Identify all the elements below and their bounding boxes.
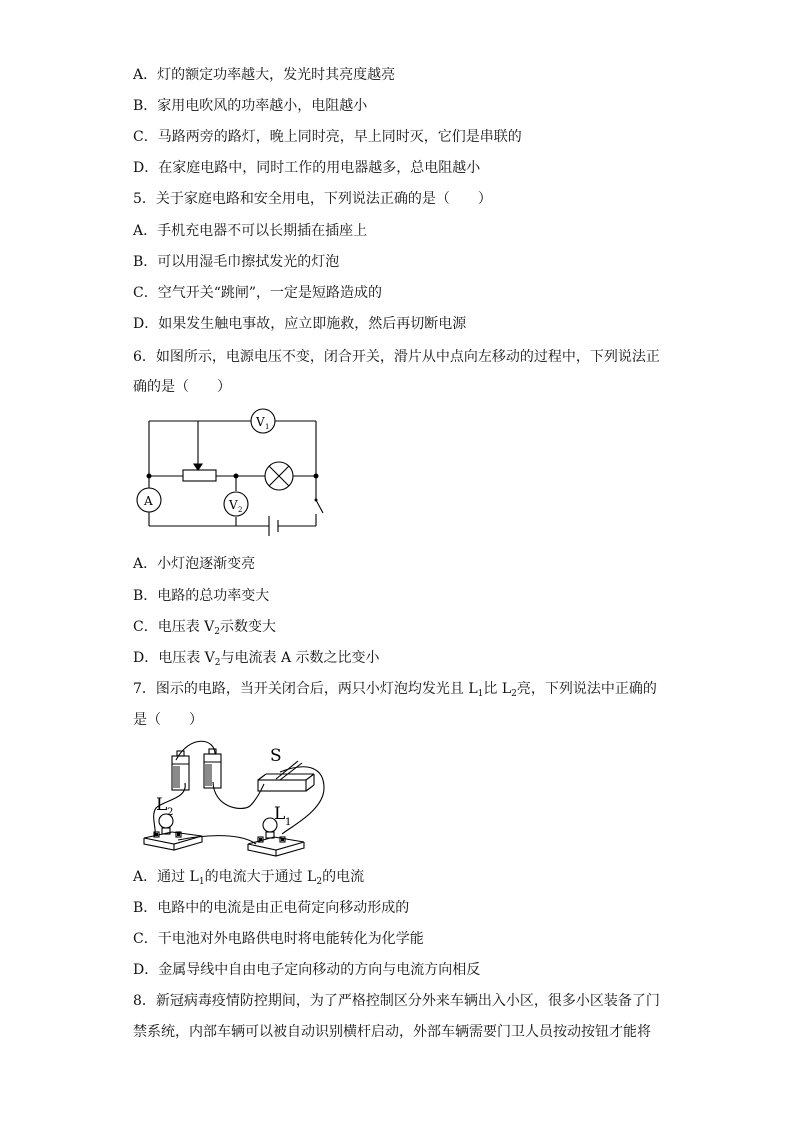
q8-stem-line1: 8．新冠病毒疫情防控期间，为了严格控制区分外来车辆出入小区，很多小区装备了门 [133,993,660,1009]
q6-stem-line1: 6．如图所示，电源电压不变，闭合开关，滑片从中点向左移动的过程中，下列说法正 [133,349,660,365]
q7-stem-line1: 7．图示的电路，当开关闭合后，两只小灯泡均发光且 $L_1$比 $L_2$亮，下列说法中正确的 [133,681,657,699]
v1-subscript: 1 [265,423,270,431]
q6-circuit-diagram [130,402,330,550]
switch-label: S [270,746,282,766]
q6-option-c: C．电压表 $V_2$示数变大 [133,619,277,637]
l1-subscript: 1 [285,817,292,828]
l2-subscript: 2 [167,807,174,818]
q4-option-d: D．在家庭电路中，同时工作的用电器越多，总电阻越小 [133,160,481,176]
q6-option-a: A．小灯泡逐渐变亮 [133,556,256,572]
q5-option-c: C．空气开关“跳闸”，一定是短路造成的 [133,285,383,301]
q7-option-a: A．通过 $L_1$的电流大于通过 $L_2$的电流 [133,869,365,887]
q5-option-a: A．手机充电器不可以长期插在插座上 [133,223,368,239]
q7-circuit-illustration [130,736,330,860]
q7-option-b: B．电路中的电流是由正电荷定向移动形成的 [133,900,410,916]
q5-option-b: B．可以用湿毛巾擦拭发光的灯泡 [133,254,340,270]
q7-stem-line2: 是（ ） [133,712,203,728]
q6-option-d: D．电压表 $V_2$与电流表 A 示数之比变小 [133,650,380,668]
l1-label: L [274,804,286,824]
v2-label: V [229,498,238,512]
q4-option-b: B．家用电吹风的功率越小，电阻越小 [133,98,368,114]
q6-option-b: B．电路的总功率变大 [133,588,270,604]
v1-label: V [256,415,265,429]
ammeter-label: A [144,494,153,508]
q5-option-d: D．如果发生触电事故，应立即施救，然后再切断电源 [133,316,467,332]
q4-option-c: C．马路两旁的路灯，晚上同时亮，早上同时灭，它们是串联的 [133,129,522,145]
q4-option-a: A．灯的额定功率越大，发光时其亮度越亮 [133,67,396,83]
q5-stem: 5．关于家庭电路和安全用电，下列说法正确的是（ ） [133,191,492,207]
l2-label: L [156,795,168,815]
v2-subscript: 2 [238,506,243,514]
q7-option-d: D．金属导线中自由电子定向移动的方向与电流方向相反 [133,962,481,978]
q7-option-c: C．干电池对外电路供电时将电能转化为化学能 [133,931,424,947]
q8-stem-line2: 禁系统，内部车辆可以被自动识别横杆启动，外部车辆需要门卫人员按动按钮才能将 [133,1024,651,1040]
q6-stem-line2: 确的是（ ） [133,379,231,395]
